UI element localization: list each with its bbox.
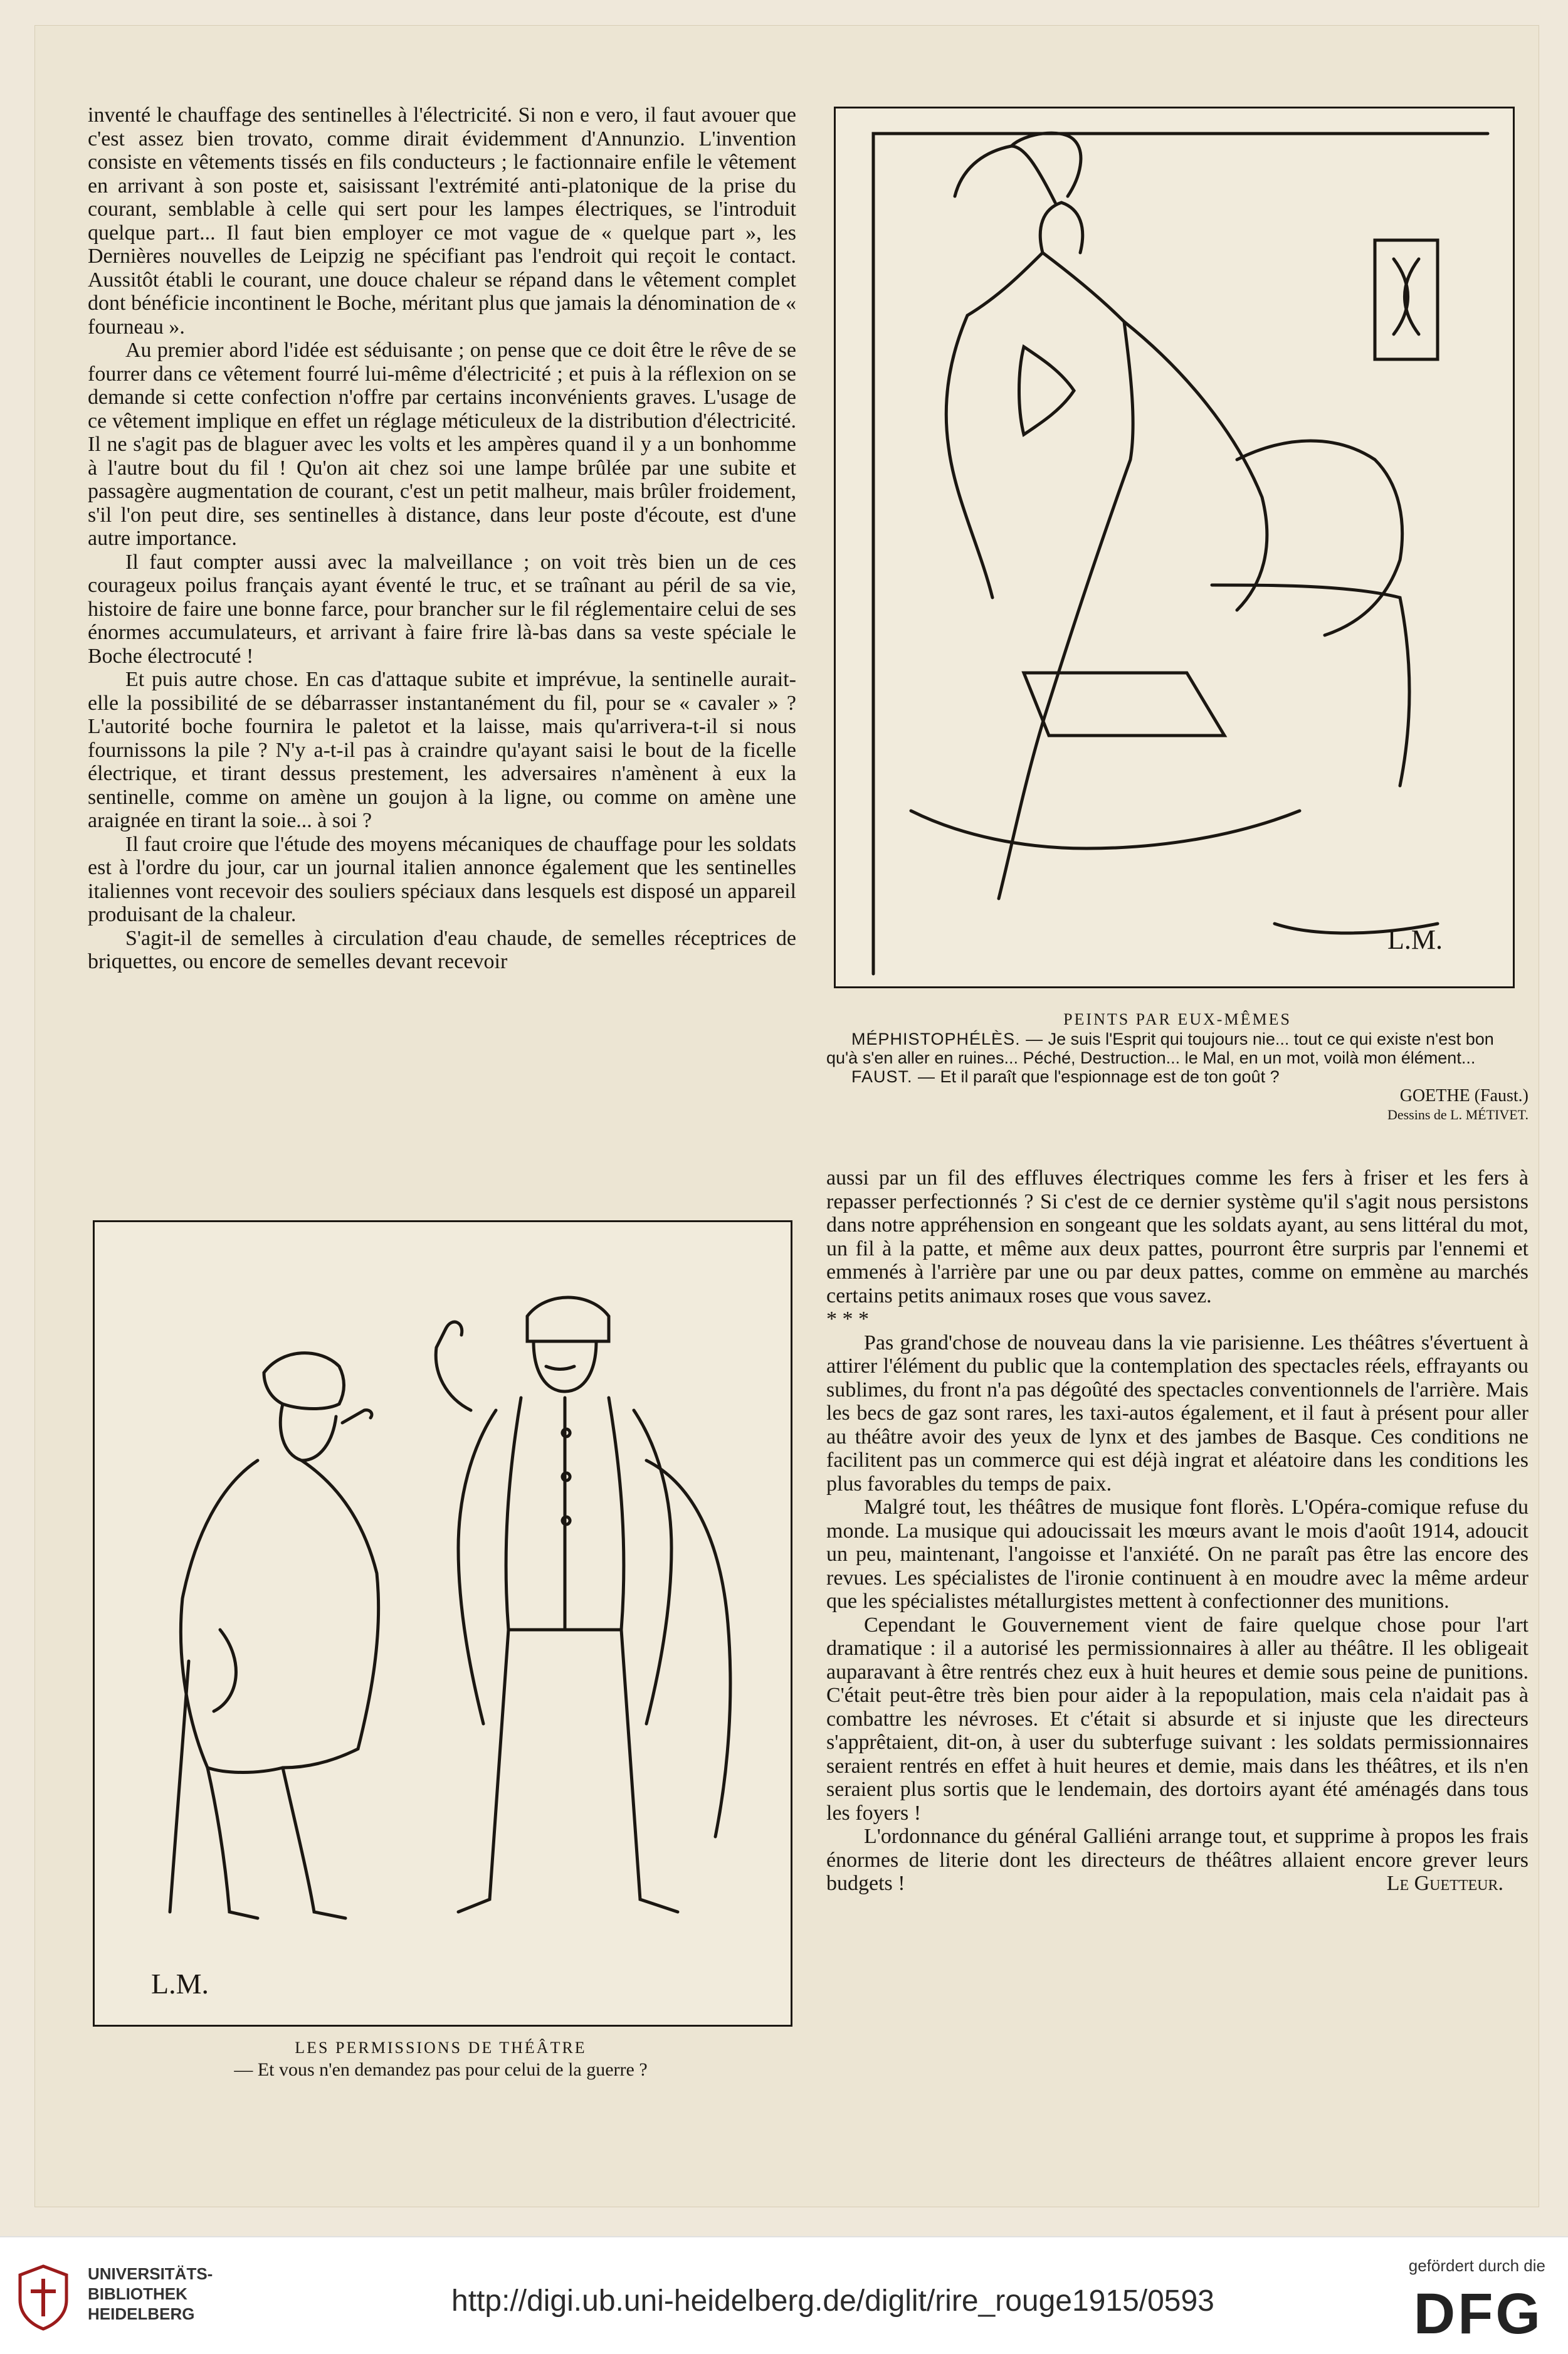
paragraph: [826, 1825, 1529, 1896]
caption-source: GOETHE (Faust.): [1399, 1086, 1529, 1106]
paragraph: Il faut compter aussi avec la malveillance ; on voit très bien un de ces courageux poilus français ayant éventé le truc, et se traînant au péril de sa vie, histoire de faire une bonne farce, pour brancher sur le fil réglementaire celui de ses énormes accumulateurs, et arrivant à faire frire là-bas dans sa veste spéciale le Boche électrocuté !: [88, 550, 796, 668]
caption-credit: Dessins de L. MÉTIVET.: [1387, 1107, 1529, 1122]
right-column: [826, 1166, 1529, 1896]
left-column: [88, 103, 796, 974]
funding-note: gefördert durch die: [1408, 2256, 1545, 2275]
signature: Le Guetteur.: [1386, 1872, 1503, 1895]
caption-line: — Et vous n'en demandez pas pour celui de la guerre ?: [234, 2059, 648, 2080]
monogram: L.M.: [151, 1968, 209, 2000]
monogram: L.M.: [1387, 924, 1443, 955]
drawing-mephistopheles: [836, 108, 1513, 986]
illustration-soldiers: [93, 1220, 792, 2027]
paragraph: Cependant le Gouvernement vient de faire quelque chose pour l'art dramatique : il a autorisé les permissionnaires à aller au théâtre. Il les obligeait auparavant à être rentrés chez eux à huit heures et demie sous peine de punitions. C'était peut-être très bien pour aider à la repopulation, mais cela n'aidait pas à combattre les névroses. Et c'était si absurde et si injuste que les directeurs s'apprêtaient, dit-on, à user du subterfuge suivant : les soldats permissionnaires seraient rentrés en effet à huit heures et demie, mais dans les théâtres, et ils n'en seraient plus sortis que le lendemain, des dortoirs ayant été aménagés dans tous les foyers !: [826, 1613, 1529, 1825]
paragraph: Au premier abord l'idée est séduisante ; on pense que ce doit être le rêve de se fourrer dans ce vêtement fourré lui-même d'électricité ; et puis à la réflexion on se demande si cette confection n'offre par certains inconvénients graves. L'usage de ce vêtement implique en effet un réglage méticuleux de la distribution d'électricité. Il ne s'agit pas de blaguer avec les volts et les ampères quand il y a un bonhomme à l'autre bout du fil ! Qu'on ait chez soi une lampe brûlée par une subite et passagère augmentation de courant, c'est un petit malheur, mais brûler froidement, s'il l'on peut dire, ses sentinelles à distance, dans leur poste d'écoute, est d'une autre importance.: [88, 339, 796, 550]
paragraph: inventé le chauffage des sentinelles à l'électricité. Si non e vero, il faut avouer que c'est assez bien trovato, comme dirait évidemment d'Annunzio. L'invention consiste en vêtements tissés en fils conducteurs ; le factionnaire enfile le vêtement en arrivant à son poste et, saisissant l'extrémité anti-platonique de la prise du courant, semblable à celle qui sert pour les lampes électriques, se l'introduit quelque part... Il faut bien employer ce mot vague de « quelque part », les Dernières nouvelles de Leipzig ne spécifiant pas l'endroit qui reçoit le contact. Aussitôt établi le courant, une douce chaleur se répand dans le vêtement complet dont bénéficie incontinent le Boche, méritant plus que jamais la dénomination de « fourneau ».: [88, 103, 796, 339]
caption-dialogue: [826, 1067, 1529, 1086]
paragraph: aussi par un fil des effluves électriques comme les fers à friser et les fers à repasser perfectionnés ? Si c'est de ce dernier système qu'il s'agit nous persistons dans notre appréhension en songeant que les soldats ayant, au sens littéral du mot, un fil à la patte, et même aux deux pattes, pourront être surpris par l'ennemi et emmenés à l'arrière par une ou par deux pattes, comme on emmène au marchés certains petits animaux roses que vous savez.: [826, 1166, 1529, 1307]
speaker-name: FAUST. —: [851, 1067, 936, 1086]
speaker-line: Je suis l'Esprit qui toujours nie... tout ce qui existe n'est bon qu'à s'en aller en ruines... Péché, Destruction... le Mal, en un mot, voilà mon élément...: [826, 1030, 1494, 1067]
illustration-mephistopheles: [834, 107, 1515, 988]
dfg-logo: DFG: [1413, 2282, 1543, 2346]
paragraph: Pas grand'chose de nouveau dans la vie parisienne. Les théâtres s'évertuent à attirer l'élément du public que la contemplation des spectacles réels, effrayants ou sublimes, du front n'a pas dégoûté des spectacles conventionnels de l'arrière. Mais les becs de gaz sont rares, les taxi-autos également, et il faut à présent pour aller au théâtre avoir des yeux de lynx et des jambes de Basque. Ces conditions ne facilitent pas un commerce qui est déjà ingrat et aléatoire dans les conditions les plus favorables du temps de paix.: [826, 1331, 1529, 1496]
caption-top: [826, 1010, 1529, 1124]
paragraph: S'agit-il de semelles à circulation d'eau chaude, de semelles réceptrices de briquettes, ou encore de semelles devant recevoir: [88, 926, 796, 973]
university-name-line: UNIVERSITÄTS-: [88, 2264, 213, 2283]
speaker-line: Et il paraît que l'espionnage est de ton goût ?: [940, 1067, 1280, 1086]
footer-bar: [0, 2236, 1568, 2354]
source-url-link[interactable]: http://digi.ub.uni-heidelberg.de/diglit/rire_rouge1915/0593: [451, 2284, 1214, 2318]
university-name-line: HEIDELBERG: [88, 2304, 195, 2323]
drawing-soldiers: [95, 1222, 791, 2025]
paragraph: Il faut croire que l'étude des moyens mécaniques de chauffage pour les soldats est à l'ordre du jour, car un journal italien annonce également que les sentinelles italiennes vont recevoir des souliers spéciaux dans lesquels est disposé un appareil produisant de la chaleur.: [88, 832, 796, 926]
university-seal-icon: [15, 2262, 71, 2331]
section-separator: * * *: [826, 1307, 869, 1331]
caption-bottom: [93, 2038, 789, 2082]
paragraph-text: L'ordonnance du général Galliéni arrange tout, et supprime à propos les frais énormes de literie dont les directeurs de théâtres allaient encore grever leurs budgets !: [826, 1825, 1529, 1895]
paragraph: Malgré tout, les théâtres de musique font florès. L'Opéra-comique refuse du monde. La musique qui adoucissait les mœurs avant le mois d'août 1914, adoucit un peu, maintenant, l'angoisse et l'anxiété. On ne paraît pas être las encore des revues. Les spécialistes de l'ironie continuent à en moudre avec la même ardeur que les spécialistes métallurgistes mettent à confectionner des munitions.: [826, 1496, 1529, 1613]
caption-title: PEINTS PAR EUX-MÊMES: [1063, 1010, 1292, 1028]
paragraph: Et puis autre chose. En cas d'attaque subite et imprévue, la sentinelle aurait-elle la possibilité de se débarrasser instantanément du fil, pour se « cavaler » ? L'autorité boche fournira le paletot et la laisse, mais qu'arrivera-t-il si nous fournissons la pile ? N'y a-t-il pas à craindre qu'ayant saisi le bout de la ficelle électrique, et tirant dessus prestement, les adversaires n'amènent à eux la sentinelle, comme on amène un goujon à la ligne, ou comme on amène une araignée en tirant la soie... à soi ?: [88, 668, 796, 832]
university-name-line: BIBLIOTHEK: [88, 2284, 187, 2303]
speaker-name: MÉPHISTOPHÉLÈS. —: [851, 1030, 1044, 1048]
caption-title: LES PERMISSIONS DE THÉÂTRE: [295, 2039, 587, 2057]
caption-dialogue: [826, 1030, 1529, 1067]
university-name: [88, 2264, 213, 2324]
